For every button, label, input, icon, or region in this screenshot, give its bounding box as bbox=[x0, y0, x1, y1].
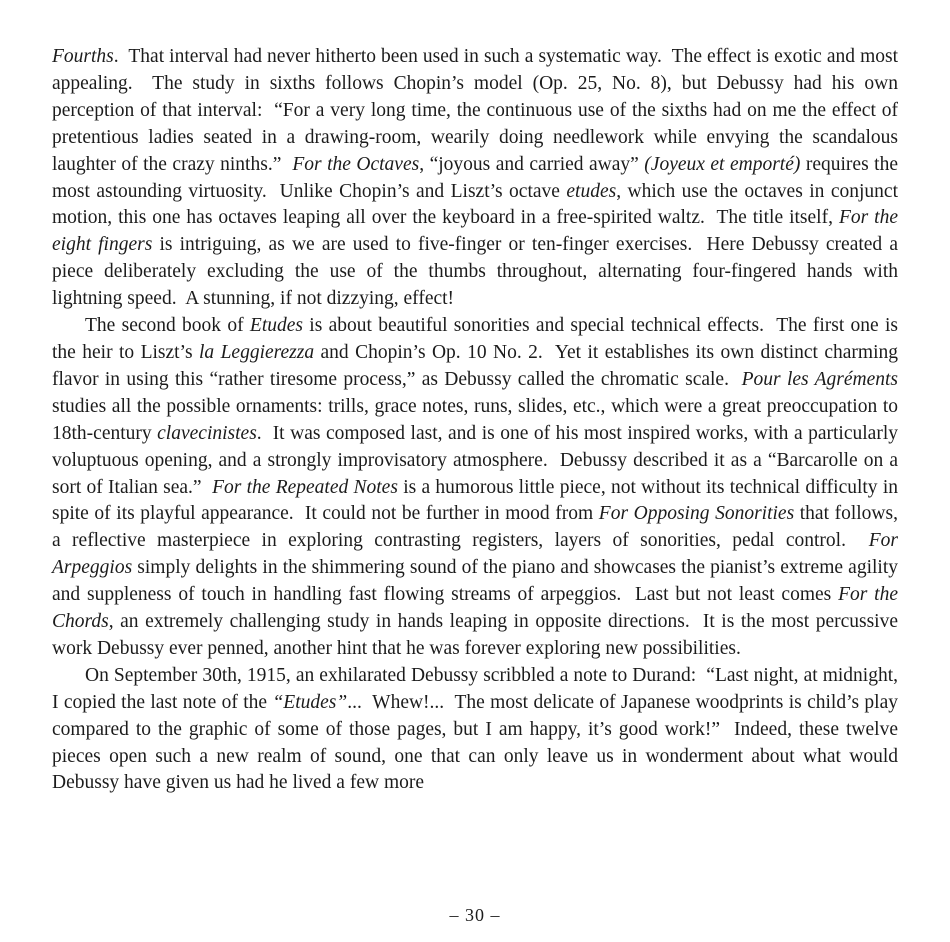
italic-text-run: For Arpeggios bbox=[52, 530, 903, 579]
text-run: is about beautiful sonorities and special technical effects. The first one is the heir to Liszt’s bbox=[52, 315, 903, 363]
text-run: . It was composed last, and is one of his most inspired works, with a particularly voluptuous opening, and a strongly improvisatory atmosphere. Debussy described it as a “Barcarolle on a sort of Italian sea.” bbox=[52, 422, 903, 498]
italic-text-run: la Leggierezza bbox=[199, 341, 315, 363]
text-run: , which use the octaves in conjunct motion, this one has octaves leaping all over the keyboard in a free-spirited waltz. The title itself, bbox=[52, 180, 903, 229]
text-run: On September 30th, 1915, an exhilarated Debussy scribbled a note to Durand: “Last night, at midnight, I copied the last note of the bbox=[52, 664, 903, 713]
text-run: . That interval had never hitherto been used in such a systematic way. The effect is exotic and most appealing. The study in sixths follows Chopin’s model (Op. 25, No. 8), but Debussy had his own perception of that interval: “For a very long time, the continuous use of the sixths had on me the effect of pretentious ladies seated in a drawing-room, wearily doing needlework while envying the scandalous laughter of the crazy ninths.” bbox=[52, 46, 903, 175]
page-body bbox=[52, 44, 903, 797]
paragraph bbox=[52, 313, 903, 663]
italic-text-run: Fourths bbox=[52, 46, 114, 67]
italic-text-run: For Opposing Sonorities bbox=[598, 503, 795, 525]
italic-text-run: Etudes bbox=[249, 315, 303, 337]
text-run: The second book of bbox=[85, 315, 250, 337]
text-run: ... Whew!... The most delicate of Japanese woodprints is child’s play compared to the graphic of some of those pages, but I am happy, it’s good work!” Indeed, these twelve pieces open such a new realm of sound, one that can only leave us in wonderment about what would Debussy have given us had he lived a few more bbox=[52, 691, 903, 794]
text-run: requires the most astounding virtuosity. Unlike Chopin’s and Liszt’s octave bbox=[52, 153, 903, 202]
italic-text-run: “Etudes” bbox=[272, 691, 348, 713]
paragraph bbox=[52, 663, 903, 798]
italic-text-run: For the Octaves bbox=[292, 153, 420, 175]
italic-text-run: For the eight fingers bbox=[52, 207, 903, 256]
italic-text-run: etudes bbox=[566, 180, 617, 202]
text-run: simply delights in the shimmering sound of the piano and showcases the pianist’s extreme agility and suppleness of touch in handling fast flowing streams of arpeggios. Last but not least comes bbox=[52, 557, 903, 606]
page-number: – 30 – bbox=[449, 905, 501, 925]
italic-text-run: Pour les Agréments bbox=[741, 368, 898, 390]
italic-text-run: clavecinistes bbox=[157, 422, 257, 444]
italic-text-run: For the Repeated Notes bbox=[212, 476, 398, 498]
text-run: that follows, a reflective masterpiece in exploring contrasting registers, layers of sonorities, pedal control. bbox=[52, 503, 903, 552]
paragraph bbox=[52, 44, 903, 313]
text-run: is a humorous little piece, not without its technical difficulty in spite of its playful appearance. It could not be further in mood from bbox=[52, 476, 903, 525]
text-run: , an extremely challenging study in hands leaping in opposite directions. It is the most percussive work Debussy ever penned, another hint that he was forever exploring new possibilities. bbox=[52, 611, 903, 659]
text-run: and Chopin’s Op. 10 No. 2. Yet it establishes its own distinct charming flavor in using this “rather tiresome process,” as Debussy called the chromatic scale. bbox=[52, 341, 903, 390]
text-run: is intriguing, as we are used to five-finger or ten-finger exercises. Here Debussy created a piece deliberately excluding the use of the thumbs throughout, alternating four-fingered hands with lightning speed. A stunning, if not dizzying, effect! bbox=[52, 234, 903, 310]
text-run: , “joyous and carried away” bbox=[419, 153, 645, 175]
italic-text-run: (Joyeux et emporté) bbox=[644, 153, 801, 175]
text-run: studies all the possible ornaments: trills, grace notes, runs, slides, etc., which were a great preoccupation to 18th-century bbox=[52, 368, 903, 444]
italic-text-run: For the Chords bbox=[52, 584, 903, 633]
